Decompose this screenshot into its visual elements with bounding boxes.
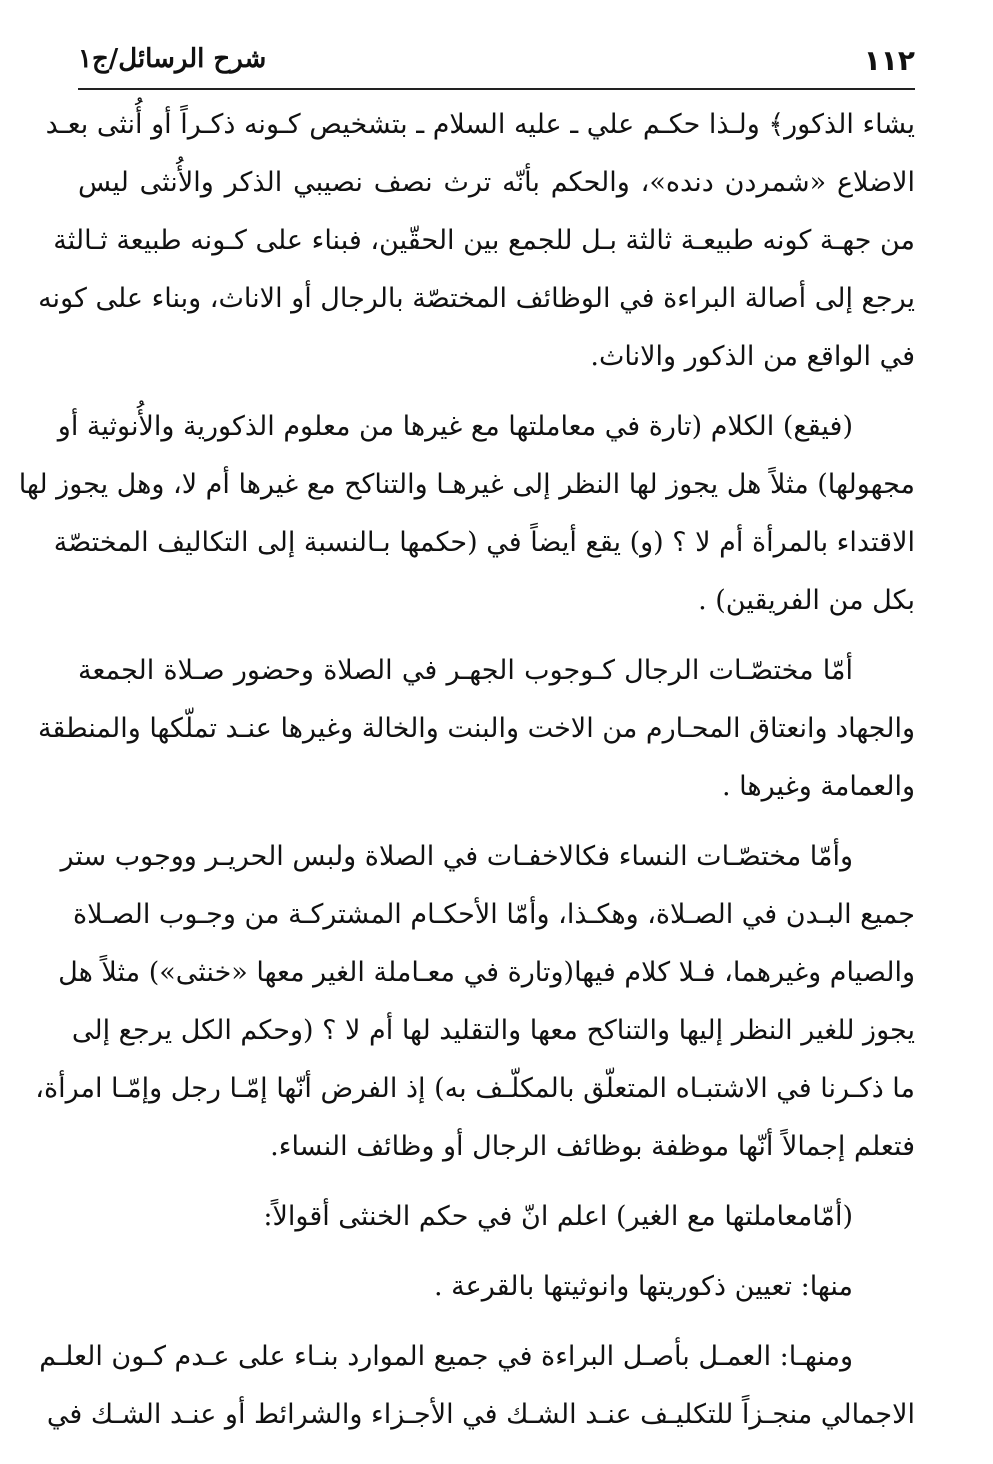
text-line: وأمّا مختصّـات النساء فكالاخفـات في الصلاة ولبس الحريـر ووجوب ستر [60,841,853,872]
text-line: الاقتداء بالمرأة أم لا ؟ (و) يقع أيضاً في (حكمها بـالنسبة إلى التكاليف المختصّة [53,527,915,558]
text-line: والعمامة وغيرها . [722,771,915,802]
text-line: مجهولها) مثلاً هل يجوز لها النظر إلى غيرهـا والتناكح مع غيرها أم لا، وهل يجوز لها [18,469,915,500]
text-line: يشاء الذكور﴾ ولـذا حكـم علي ـ عليه السلام ـ بتشخيص كـونه ذكـراً أو أُنثى بعـد [45,109,915,140]
paragraph-7 [39,1328,915,1444]
paragraph-3 [37,642,915,816]
paragraph-4 [35,828,915,1176]
text-line: الاجمالي منجـزاً للتكليـف عنـد الشـك في الأجـزاء والشرائط أو عنـد الشـك في [46,1399,915,1430]
paragraph-5 [78,1188,915,1246]
page-number: ١١٢ [863,44,915,77]
paragraph-6 [78,1258,915,1316]
text-line: والصيام وغيرهما، فـلا كلام فيها(وتارة في معـاملة الغير معها «خنثى») مثلاً هل [58,957,915,988]
page-header [78,40,915,90]
text-line: ومنهـا: العمـل بأصـل البراءة في جميع الموارد بنـاء على عـدم كـون العلـم [39,1341,853,1372]
text-line: من جهـة كونه طبيعـة ثالثة بـل للجمع بين الحقّين، فبناء على كـونه طبيعة ثـالثة [53,225,915,256]
text-line: يجوز للغير النظر إليها والتناكح معها والتقليد لها أم لا ؟ (وحكم الكل يرجع إلى [71,1015,915,1046]
text-line: (فيقع) الكلام (تارة في معاملتها مع غيرها من معلوم الذكورية والأُنوثية أو [57,411,853,442]
paragraph-2 [18,398,915,630]
paragraph-1 [38,96,915,386]
text-line: والجهاد وانعتاق المحـارم من الاخت والبنت والخالة وغيرها عنـد تملّكها والمنطقة [37,713,915,744]
running-title: شرح الرسائل/ج١ [78,44,267,74]
text-line: أمّا مختصّـات الرجال كـوجوب الجهـر في الصلاة وحضور صـلاة الجمعة [78,655,853,686]
text-line: الاضلاع «شمردن دنده»، والحكم بأنّه ترث نصف نصيبي الذكر والأُنثى ليس [78,167,915,198]
text-line: فتعلم إجمالاً أنّها موظفة بوظائف الرجال أو وظائف النساء. [270,1131,915,1162]
text-line: جميع البـدن في الصـلاة، وهكـذا، وأمّا الأحكـام المشتركـة من وجـوب الصـلاة [73,899,915,930]
body-text [18,96,915,1456]
text-line: منها: تعيين ذكوريتها وانوثيتها بالقرعة . [433,1271,853,1302]
text-line: يرجع إلى أصالة البراءة في الوظائف المختصّة بالرجال أو الاناث، وبناء على كونه [38,283,915,314]
text-line: في الواقع من الذكور والاناث. [590,341,915,372]
text-line: بكل من الفريقين) . [698,585,915,616]
text-line: ما ذكـرنا في الاشتبـاه المتعلّق بالمكلّـف به) إذ الفرض أنّها إمّـا رجل وإمّـا امرأة، [35,1073,915,1104]
text-line: (أمّامعاملتها مع الغير) اعلم انّ في حكم الخنثى أقوالاً: [263,1201,853,1232]
